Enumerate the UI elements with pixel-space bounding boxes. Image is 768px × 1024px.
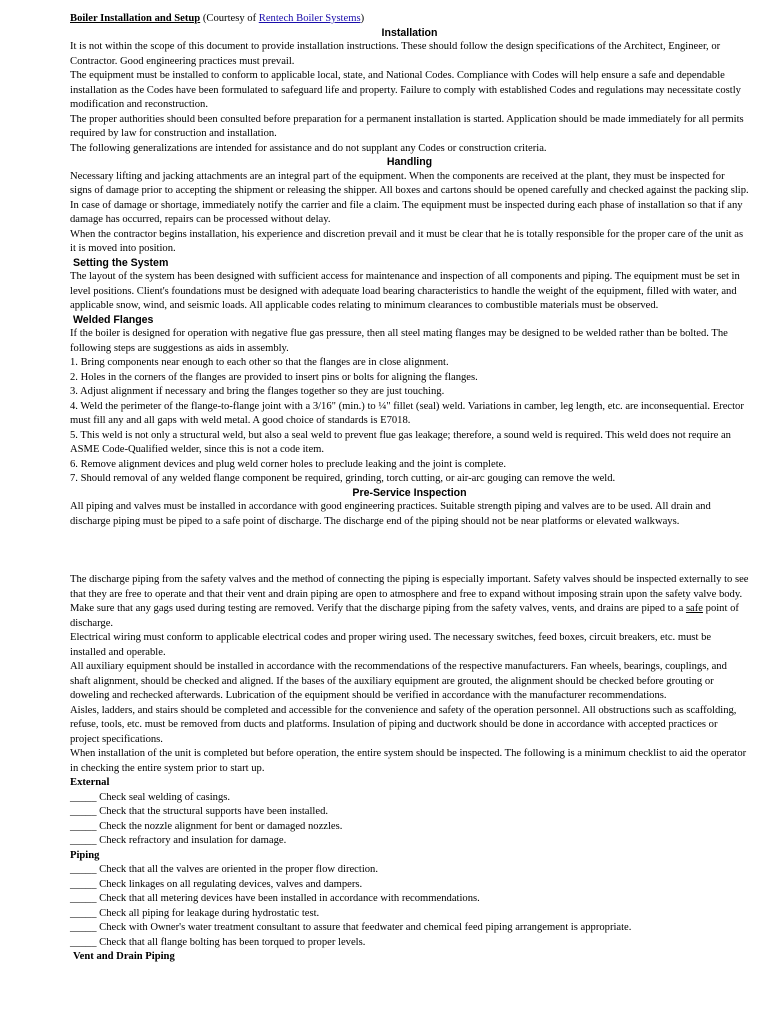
checklist-item <box>70 878 749 893</box>
installation-paragraph: It is not within the scope of this document to provide installation instructions. These should follow the design specifications of the Architect, Engineer, or Contractor. Good engineering practices must prevail. <box>70 41 721 67</box>
check-blank[interactable]: _____ <box>70 922 97 933</box>
courtesy-prefix: (Courtesy of <box>200 13 259 24</box>
welded-step: 3. Adjust alignment if necessary and bring the flanges together so they are just touching. <box>70 386 445 397</box>
electrical-paragraph: Electrical wiring must conform to applicable electrical codes and proper wiring used. The necessary switches, feed boxes, circuit breakers, etc. must be installed and operable. <box>70 632 712 658</box>
handling-paragraph: Necessary lifting and jacking attachments are an integral part of the equipment. When the components are received at the plant, they must be inspected for signs of damage prior to accepting the shipment or releasing the shipper. All boxes and cartons should be opened carefully and checked against the packing slip. In case of damage or shortage, immediately notify the carrier and file a claim. The equipment must be inspected during each phase of installation so that if any damage has occurred, repairs can be processed without delay. <box>70 170 749 225</box>
checklist-intro: When installation of the unit is completed but before operation, the entire system should be inspected. The following is a minimum checklist to aid the operator in checking the entire system prior to start up. <box>70 748 747 774</box>
checklist-item <box>70 820 749 835</box>
pre-service-paragraph: All piping and valves must be installed in accordance with good engineering practices. Suitable strength piping and valves are to be used. All drain and discharge piping must be piped to a safe point of discharge. The discharge end of the piping should not be near platforms or elevated walkways. <box>70 501 711 527</box>
checklist-item <box>70 834 749 849</box>
check-blank[interactable]: _____ <box>70 806 97 817</box>
check-text: Check the nozzle alignment for bent or damaged nozzles. <box>96 820 343 832</box>
check-text: Check seal welding of casings. <box>96 791 231 803</box>
piping-heading: Piping <box>70 849 100 861</box>
safety-valve-paragraph <box>70 573 749 631</box>
safe-word: safe <box>685 603 703 614</box>
welded-intro: If the boiler is designed for operation with negative flue gas pressure, then all steel mating flanges may be designed to be welded rather than be bolted. The following steps are suggestions as aids in assembly. <box>70 328 728 354</box>
section-gap <box>70 529 749 573</box>
check-text: Check that all flange bolting has been torqued to proper levels. <box>96 936 366 948</box>
welded-step: 6. Remove alignment devices and plug weld corner holes to preclude leaking and the joint is complete. <box>70 458 506 470</box>
welded-step: 5. This weld is not only a structural weld, but also a seal weld to prevent flue gas leakage; therefore, a sound weld is required. This weld does not require an ASME Code-Qualified welder, since this is not a code item. <box>70 429 731 455</box>
checklist-item <box>70 863 749 878</box>
setting-heading: Setting the System <box>73 256 169 269</box>
checklist-item <box>70 791 749 806</box>
aisles-paragraph: Aisles, ladders, and stairs should be completed and accessible for the convenience and safety of the operation personnel. All obstructions such as scaffolding, refuse, tools, etc. must be removed from ducts and platforms. Insulation of piping and ductwork should be done in accordance with accepted practices or project specifications. <box>70 704 737 745</box>
pre-service-heading: Pre-Service Inspection <box>352 486 467 499</box>
check-blank[interactable]: _____ <box>70 878 97 890</box>
handling-paragraph: When the contractor begins installation, his experience and discretion prevail and it must be clear that he is totally responsible for the proper care of the unit as it is moved into position. <box>70 228 744 254</box>
vent-drain-heading: Vent and Drain Piping <box>73 951 175 962</box>
courtesy-suffix: ) <box>360 13 365 24</box>
check-text: Check linkages on all regulating devices, valves and dampers. <box>96 878 363 890</box>
check-blank[interactable]: _____ <box>70 893 97 904</box>
handling-heading: Handling <box>386 156 433 168</box>
check-blank[interactable]: _____ <box>70 820 97 832</box>
check-blank[interactable]: _____ <box>70 907 97 919</box>
document-title: Boiler Installation and Setup <box>70 13 201 24</box>
setting-paragraph: The layout of the system has been designed with sufficient access for maintenance and inspection of all components and piping. The equipment must be set in level positions. Client's foundations must be designed with adequate load bearing characteristics to handle the weight of the equipment, filled with water, and applicable snow, wind, and seismic loads. All applicable codes relating to minimum clearances to combustible materials must be observed. <box>70 271 740 311</box>
check-blank[interactable]: _____ <box>70 864 97 875</box>
check-blank[interactable]: _____ <box>70 835 97 846</box>
auxiliary-paragraph: All auxiliary equipment should be installed in accordance with the recommendations of the respective manufacturers. Fan wheels, bearings, couplings, and shaft alignment, should be checked and aligned. If the bases of the auxiliary equipment are grouted, the alignment should be checked before grouting or doweling and rechecked afterwards. Lubrication of the equipment should be verified in accordance with the manufacturer recommendations. <box>70 661 727 701</box>
check-text: Check all piping for leakage during hydrostatic test. <box>96 907 320 919</box>
check-text: Check refractory and insulation for damage. <box>96 835 287 846</box>
installation-paragraph: The following generalizations are intended for assistance and do not supplant any Codes or construction criteria. <box>70 142 547 154</box>
welded-step: 4. Weld the perimeter of the flange-to-flange joint with a 3/16" (min.) to ¼" fillet (seal) weld. Variations in camber, leg length, etc. are inconsequential. Erector must fill any and all gaps with weld metal. A good choice of standards is E7018. <box>70 400 744 426</box>
installation-paragraph: The equipment must be installed to conform to applicable local, state, and National Codes. Compliance with Codes will help ensure a safe and dependable installation as the Codes have been formulated to safeguard life and property. Failure to comply with established Codes and regulations may necessitate costly modification and reconstruction. <box>70 70 741 110</box>
welded-step: 2. Holes in the corners of the flanges are provided to insert pins or bolts for aligning the flanges. <box>70 371 478 383</box>
welded-step: 7. Should removal of any welded flange component be required, grinding, torch cutting, or air-arc gouging can remove the weld. <box>70 473 616 484</box>
check-text: Check that all metering devices have been installed in accordance with recommendations. <box>96 893 480 904</box>
checklist-item <box>70 907 749 922</box>
safety-valve-text-end: point of discharge. <box>70 603 739 629</box>
check-text: Check that all the valves are oriented in the proper flow direction. <box>96 864 378 875</box>
welded-step: 1. Bring components near enough to each other so that the flanges are in close alignment. <box>70 357 449 368</box>
check-blank[interactable]: _____ <box>70 936 97 948</box>
rentech-link[interactable]: Rentech Boiler Systems <box>258 13 361 24</box>
welded-flanges-heading: Welded Flanges <box>73 313 154 326</box>
safety-valve-text: The discharge piping from the safety valves and the method of connecting the piping is especially important. Safety valves should be inspected externally to see that they are free to operate and that their vent and drain piping are open to atmosphere and free to expand without imposing strain upon the safety valve body. Make sure that any gags used during testing are removed. Verify that the discharge piping from the safety valves, vents, and drains are piped to a <box>70 574 749 614</box>
installation-paragraph: The proper authorities should been consulted before preparation for a permanent installation is started. Application should be made immediately for all permits required by law for construction and installation. <box>70 113 744 139</box>
external-heading: External <box>70 777 110 788</box>
checklist-item <box>70 892 749 907</box>
checklist-item <box>70 805 749 820</box>
check-text: Check that the structural supports have been installed. <box>96 806 329 817</box>
check-text: Check with Owner's water treatment consultant to assure that feedwater and chemical feed piping arrangement is appropriate. <box>96 922 632 933</box>
checklist-item <box>70 921 749 936</box>
installation-heading: Installation <box>381 26 438 39</box>
checklist-item <box>70 936 749 951</box>
document-header <box>70 12 749 27</box>
check-blank[interactable]: _____ <box>70 791 97 803</box>
